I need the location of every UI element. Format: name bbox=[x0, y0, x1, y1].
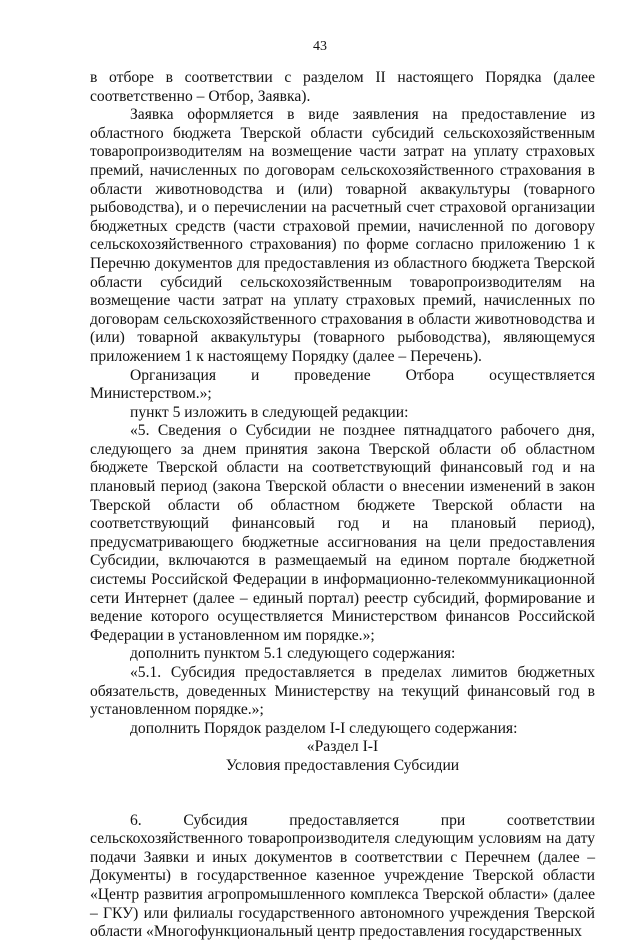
paragraph: дополнить Порядок разделом I-I следующего содержания: bbox=[130, 719, 518, 737]
section-title: Условия предоставления Субсидии bbox=[225, 756, 460, 774]
section-heading: «Раздел I-I bbox=[306, 738, 379, 756]
document-body bbox=[90, 69, 595, 942]
paragraph: дополнить пунктом 5.1 следующего содержания: bbox=[130, 645, 456, 663]
paragraph: Организация и проведение Отбора осуществляется Министерством.»; bbox=[90, 366, 595, 403]
paragraph: Заявка оформляется в виде заявления на предоставление из областного бюджета Тверской области субсидий сельскохозяйственным товаропроизводителям на возмещение части затрат на уплату страховых премий, начисленных по договорам сельскохозяйственного страхования в области животноводства и (или) товарной аквакультуры (товарного рыбоводства), и о перечислении на расчетный счет страховой организации бюджетных средств (части страховой премии, начисленной по договору сельскохозяйственного страхования) по форме согласно приложению 1 к Перечню документов для предоставления из областного бюджета Тверской области субсидий сельскохозяйственным товаропроизводителям на возмещение части затрат на уплату страховых премий, начисленных по договорам сельскохозяйственного страхования в области животноводства и (или) товарной аквакультуры (товарного рыбоводства), являющемуся приложением 1 к настоящему Порядку (далее – Перечень). bbox=[90, 106, 595, 365]
spacer bbox=[90, 776, 595, 812]
page-number: 43 bbox=[313, 39, 327, 54]
paragraph: «5. Сведения о Субсидии не позднее пятнадцатого рабочего дня, следующего за днем принятия закона Тверской области об областном бюджете Тверской области на соответствующий финансовый год и на плановый период (закона Тверской области о внесении изменений в закон Тверской области об областном бюджете Тверской области на соответствующий финансовый год и на плановый период), предусматривающего бюджетные ассигнования на цели предоставления Субсидии, включаются в размещаемый на едином портале бюджетной системы Российской Федерации в информационно-телекоммуникационной сети Интернет (далее – единый портал) реестр субсидий, формирование и ведение которого осуществляется Министерством финансов Российской Федерации в установленном им порядке.»; bbox=[90, 422, 595, 644]
paragraph: 6. Субсидия предоставляется при соответствии сельскохозяйственного товаропроизводителя следующим условиям на дату подачи Заявки и иных документов в соответствии с Перечнем (далее – Документы) в государственное казенное учреждение Тверской области «Центр развития агропромышленного комплекса Тверской области» (далее – ГКУ) или филиалы государственного автономного учреждения Тверской области «Многофункциональный центр предоставления государственных bbox=[90, 811, 595, 941]
paragraph: «5.1. Субсидия предоставляется в пределах лимитов бюджетных обязательств, доведенных Министерству на текущий финансовый год в установленном порядке.»; bbox=[90, 664, 595, 719]
paragraph: в отборе в соответствии с разделом II настоящего Порядка (далее соответственно – Отбор, Заявка). bbox=[90, 69, 595, 105]
paragraph: пункт 5 изложить в следующей редакции: bbox=[130, 403, 409, 421]
